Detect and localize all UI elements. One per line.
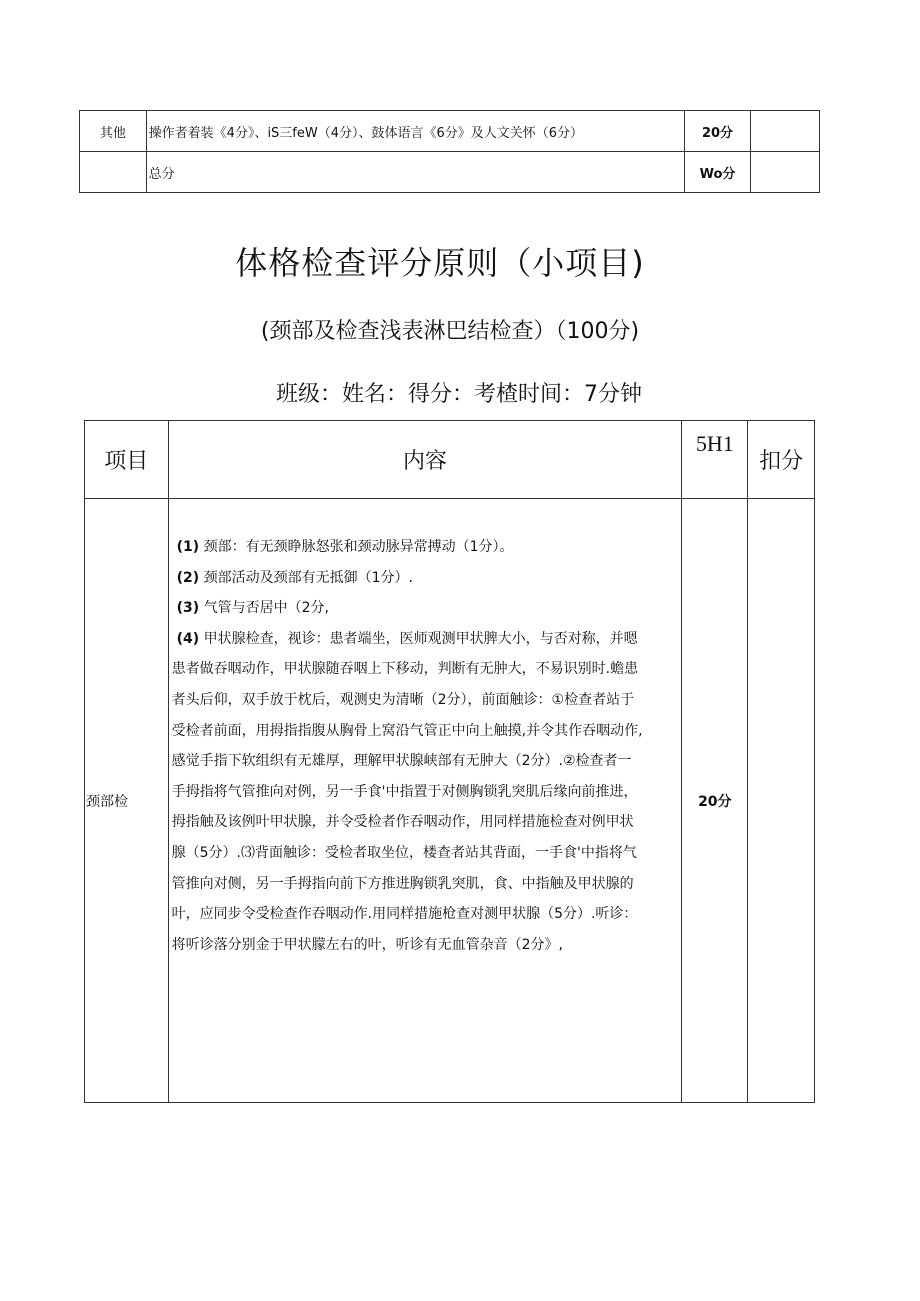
content-line [172,532,680,563]
content-line: 拇指触及该例叶甲状腺，并令受检者作吞咽动作，用同样措施检查对例甲状 [171,814,634,831]
content-line: 者头后仰，双手放于枕后，观测史为清晰（2分），前面触诊：①检查者站于 [171,691,635,708]
score-cell: 20分 [684,111,751,152]
line-number: (3) [176,600,200,617]
content-line [172,593,680,624]
description-cell: 总分 [146,152,684,193]
header-score: 5H1 [682,421,748,499]
content-line: 将听诊落分别金于甲状朦左右的叶，听诊有无血管杂音（2分》, [171,936,563,953]
header-deduct: 扣分 [748,421,815,499]
table-row [80,111,820,152]
content-line: 感觉手指下软组织有无雄厚，理解甲状腺峡部有无肿大（2分）.②检查者一 [171,753,632,770]
content-line: 受检者前面，用拇指指腹从胸骨上窝沿气管正中向上触摸,并令其作吞咽动作, [171,722,643,739]
top-score-table [79,110,820,193]
item-cell: 颈部检 [85,499,169,1103]
exam-info-line: 班级：姓名：得分：考楂时间：7分钟 [276,382,642,407]
line-text: 气管与否居中（2分, [199,600,329,617]
page-title: 体格检查评分原则（小项目) [235,244,645,282]
deduct-cell [751,152,820,193]
line-text: 颈部活动及颈部有无抵御（1分）. [199,569,413,586]
header-content: 内容 [168,421,682,499]
category-cell [80,152,147,193]
main-score-table [84,420,815,1103]
deduct-cell [748,499,815,1103]
content-line: 腺（5分）.⑶背面触诊：受检者取坐位，楼查者站其背面，一手食'中指将气 [171,844,637,861]
description-cell: 操作者着装《4分》、iS三feW（4分）、鼓体语言《6分》及人文关怀（6分） [146,111,684,152]
line-text: 颈部：有无颈睁脉怒张和颈动脉异常搏动（1分）。 [199,539,514,555]
header-item: 项目 [85,421,169,499]
score-cell: 20分 [682,499,748,1103]
content-line: 手拇指将气管推向对例，另一手食'中指置于对侧胸锁乳突肌后缘向前推进， [171,783,638,800]
table-header-row [85,421,815,499]
content-line: 患者做吞咽动作，甲状腺随吞咽上下移动，判断有无肿大，不易识别时.蟾患 [171,661,639,678]
table-row [85,499,815,1103]
table-row [80,152,820,193]
content-cell [168,499,682,1103]
content-line: 管推向对侧，另一手拇指向前下方推进胸锁乳突肌，食、中指触及甲状腺的 [171,875,634,892]
category-cell: 其他 [80,111,147,152]
score-cell: Wo分 [684,152,751,193]
page-subtitle: (颈部及检查浅表淋巴结检查）（100分) [260,319,640,344]
content-line [172,624,680,655]
line-number: (4) [176,630,200,647]
line-number: (2) [176,569,200,586]
content-line: 叶，应同步令受检查作吞咽动作.用同样措施枪查对测甲状腺（5分）.听诊： [171,906,638,923]
line-text: 甲状腺检查，视诊：患者端坐，医师观测甲状脾大小，与否对称，并嗯 [199,630,638,647]
deduct-cell [751,111,820,152]
line-number: (1) [176,539,200,555]
content-line [172,563,680,594]
